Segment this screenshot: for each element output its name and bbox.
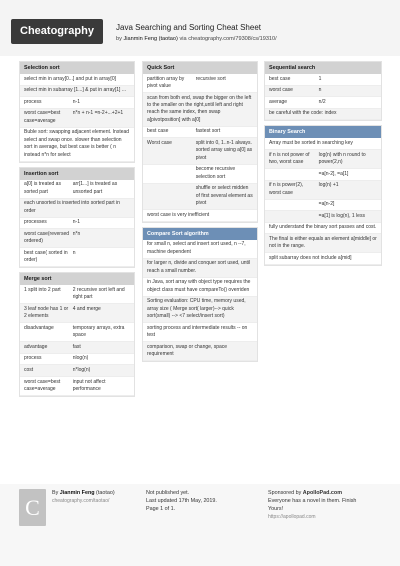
sponsor-link[interactable]: ApolloPad.com (302, 490, 343, 496)
text-row: split subarray does not include a[mid] (265, 253, 381, 265)
row-key: a[0] is treated as sorted part (24, 181, 61, 195)
row-key (269, 201, 319, 208)
box-title: Selection sort (20, 62, 134, 74)
sponsor-url[interactable]: https://apollopad.com (268, 514, 316, 520)
row-value: recursive sort (195, 75, 226, 82)
text-row: for small n, select and insert sort used, n --7, machine dependent (143, 240, 257, 259)
by-label: By (52, 490, 59, 496)
row-key: processes (24, 219, 47, 226)
table-row (20, 248, 134, 267)
row-value: log(n) with n round to power(2,n) (318, 151, 366, 165)
row-value: arr[1...] is treated as unsorted part (72, 181, 118, 195)
row-value: n*n + n-1 =n-2+...+2+1 (72, 110, 124, 117)
table-row (20, 218, 134, 230)
row-key: advantage (24, 343, 48, 350)
table-row (265, 200, 381, 212)
sponsor-tagline-2: Yours! (268, 506, 284, 512)
table-row (20, 365, 134, 377)
row-value: fast (72, 343, 81, 350)
text-row: Buble sort: swapping adjacent element. Instead select and swap once. slower than selection sort in average, but best case is better ( n instead n*n for select (20, 128, 134, 162)
table-row (265, 97, 381, 109)
column-1 (19, 61, 135, 401)
page-count: Page 1 of 1. (146, 506, 176, 512)
row-value: n*log(n) (72, 366, 91, 373)
column-2 (142, 61, 258, 366)
row-key: if n is not power of two, worst case (269, 151, 310, 165)
box-title: Sequential search (265, 62, 381, 74)
table-row (20, 180, 134, 199)
text-row: worst case is very inefficient (143, 210, 257, 222)
row-value: n-1 (72, 98, 80, 105)
row-value: input not affect performance (72, 378, 106, 392)
table-row (265, 74, 381, 86)
compare-sort-box (142, 227, 258, 362)
table-row (143, 74, 257, 93)
row-value: =a[1] is log(n), 1 less (318, 212, 365, 219)
row-value: nlog(n) (72, 355, 89, 362)
text-row: comparison, swap or change, space requirement (143, 342, 257, 361)
row-key: average (269, 98, 288, 105)
author-handle: (taotao) (96, 490, 115, 496)
insertion-sort-box (19, 167, 135, 269)
table-row (265, 181, 381, 200)
via-text: via (179, 36, 187, 42)
quick-sort-box (142, 61, 258, 223)
table-row (143, 138, 257, 164)
author-name[interactable]: Jianmin Feng (59, 490, 95, 496)
cheatography-c-icon: C (19, 489, 46, 526)
box-title: Binary Search (265, 126, 381, 138)
table-row (20, 342, 134, 354)
row-key: process (24, 355, 42, 362)
row-value: n/2 (318, 98, 326, 105)
box-title: Quick Sort (143, 62, 257, 74)
row-value: =a[n-2], =a[1] (318, 170, 349, 177)
text-row: be careful with the code: index (265, 109, 381, 121)
footer-publish-info (146, 489, 217, 513)
sequential-search-box (264, 61, 382, 121)
author-url[interactable]: cheatography.com/taotao/ (52, 498, 110, 504)
last-updated: Last updated 17th May, 2019. (146, 498, 217, 504)
row-value: shuffle or select midden of first several element as pivot (195, 185, 253, 207)
selection-sort-box (19, 61, 135, 163)
text-row: in Java, sort array with object type requires the object class must have compareTo() overriden (143, 278, 257, 297)
row-key: best case (269, 75, 291, 82)
row-value: n*n (72, 230, 81, 237)
page-title: Java Searching and Sorting Cheat Sheet (116, 23, 261, 32)
sponsor-tagline-1: Everyone has a novel in them. Finish (268, 498, 357, 504)
text-row: select min in subarray [1...] & put in array[1] ... (20, 86, 134, 98)
table-row (20, 109, 134, 128)
row-key: process (24, 98, 42, 105)
footer-sponsor (268, 489, 356, 521)
merge-sort-box (19, 272, 135, 397)
footer-author (52, 489, 115, 505)
text-row: for larger n, divide and conquer sort used, until reach a small number. (143, 259, 257, 278)
row-key (147, 185, 196, 207)
row-value: n (72, 249, 76, 256)
row-key (269, 213, 319, 220)
table-row (265, 86, 381, 98)
text-row: select min in array[0...] and put in array[0] (20, 74, 134, 86)
row-value: fastest sort (195, 128, 221, 135)
row-key: if n is power(2), worst case (269, 182, 304, 196)
row-key: best case( sorted in order) (24, 249, 68, 264)
row-value: temporary arrays, extra space (72, 324, 125, 339)
row-key: best case (147, 128, 169, 135)
table-row (265, 169, 381, 181)
row-key: worst case=best case=average (24, 378, 61, 392)
table-row (265, 150, 381, 169)
row-value: =a[n-2] (318, 201, 335, 208)
table-row (20, 229, 134, 248)
sheet-url[interactable]: cheatography.com/79308/cs/19310/ (188, 36, 277, 42)
box-title: Insertion sort (20, 168, 134, 180)
row-value: 4 and merge (72, 305, 101, 312)
table-row (20, 354, 134, 366)
row-key: partition array by pivot value (147, 75, 185, 89)
table-row (143, 184, 257, 210)
row-key: cost (24, 366, 34, 373)
row-key: worst case (269, 87, 293, 94)
table-row (20, 285, 134, 304)
row-value: split into 0, 1..n-1 always. sorted array using a[0] as pivot (195, 140, 253, 161)
binary-search-box (264, 125, 382, 266)
row-key (147, 166, 196, 181)
box-title: Merge sort (20, 273, 134, 285)
table-row (20, 304, 134, 323)
row-value: log(n) +1 (318, 182, 339, 189)
row-key: worst case(reversed ordered) (24, 230, 70, 245)
text-row: fully understand the binary sort passes and cost. (265, 223, 381, 235)
row-value: become recursive selection sort (195, 166, 236, 180)
published-status: Not published yet. (146, 490, 190, 496)
sponsor-prefix: Sponsored by (268, 490, 302, 496)
box-title: Compare Sort algorithm (143, 228, 257, 240)
table-row (143, 127, 257, 139)
text-row: Sorting evaluation: CPU time, memory used, array size ( Merge sort( larger)--> quick sort(small) --> <7 select/insert sort) (143, 297, 257, 323)
cheatography-logo[interactable]: Cheatography (11, 19, 103, 44)
table-row (20, 323, 134, 342)
text-row: sorting process and intermediate results -- on test (143, 323, 257, 342)
table-row (265, 211, 381, 223)
row-key: Worst case (147, 140, 172, 146)
byline (116, 36, 277, 42)
text-row: scan from both end, swap the bigger on the left to the smaller on the right,until left and right reach the same index, then swap a[pivotposition] with a[0] (143, 93, 257, 127)
table-row (20, 97, 134, 109)
author-link[interactable]: Jianmin Feng (taotao) (123, 36, 178, 42)
row-key: 1 split into 2 part (24, 286, 61, 293)
row-key (269, 171, 319, 178)
column-3 (264, 61, 382, 270)
row-value: 1 (318, 75, 322, 82)
row-value: n-1 (72, 219, 80, 226)
table-row (143, 165, 257, 184)
header (0, 0, 400, 56)
text-row: each unsorted is inserted into sorted part in order (20, 199, 134, 218)
row-key: worst case=best case=average (24, 110, 61, 124)
text-row: The final is either equals an element a[middle] or not in the range. (265, 234, 381, 253)
text-row: Array must be sorted in searching key (265, 138, 381, 150)
row-value: n (318, 87, 322, 94)
table-row (20, 377, 134, 396)
row-value: 2 recursive sort left and right part (72, 286, 125, 301)
row-key: 3 leaf node has 1 or 2 elements (24, 305, 69, 320)
row-key: disadvantage (24, 324, 54, 331)
by-prefix: by (116, 36, 122, 42)
